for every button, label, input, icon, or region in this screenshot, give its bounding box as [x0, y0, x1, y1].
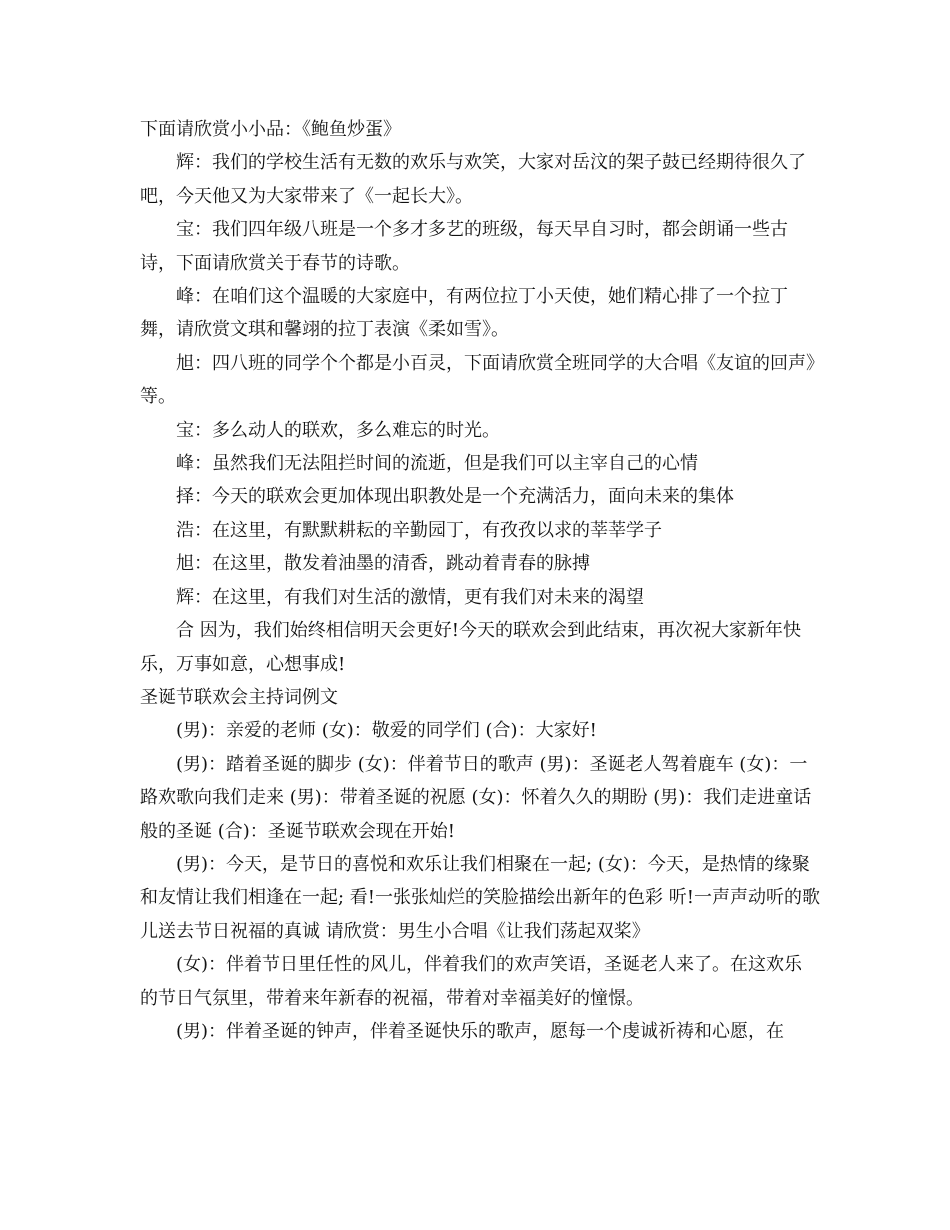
paragraph: 辉：在这里，有我们对生活的激情，更有我们对未来的渴望 — [176, 586, 644, 608]
paragraph: (女)：伴着节日里任性的风儿，伴着我们的欢声笑语，圣诞老人来了。在这欢乐的节日气氛里，带着来年新春的祝福，带着对幸福美好的憧憬。 — [140, 954, 803, 1009]
paragraph: (男)：踏着圣诞的脚步 (女)：伴着节日的歌声 (男)：圣诞老人驾着鹿车 (女)：一路欢歌向我们走来 (男)：带着圣诞的祝愿 (女)：怀着久久的期盼 (男)：我们走进童话般的圣诞 (合)：圣诞节联欢会现在开始! — [140, 753, 812, 842]
paragraph: (男)：亲爱的老师 (女)：敬爱的同学们 (合)：大家好! — [176, 720, 597, 742]
paragraph: 合 因为，我们始终相信明天会更好!今天的联欢会到此结束，再次祝大家新年快乐，万事如意，心想事成! — [140, 620, 801, 675]
paragraph: 浩：在这里，有默默耕耘的辛勤园丁，有孜孜以求的莘莘学子 — [176, 519, 662, 541]
paragraph: 辉：我们的学校生活有无数的欢乐与欢笑，大家对岳汶的架子鼓已经期待很久了吧，今天他又为大家带来了《一起长大》。 — [140, 152, 806, 207]
paragraph: 宝：多么动人的联欢，多么难忘的时光。 — [176, 419, 500, 441]
paragraph: 旭：在这里，散发着油墨的清香，跳动着青春的脉搏 — [176, 553, 590, 575]
paragraph: 峰：虽然我们无法阻拦时间的流逝，但是我们可以主宰自己的心情 — [176, 453, 698, 475]
paragraph: (男)：今天，是节日的喜悦和欢乐让我们相聚在一起; (女)：今天，是热情的缘聚和友情让我们相逢在一起; 看!一张张灿烂的笑脸描绘出新年的色彩 听!一声声动听的歌儿送去节日祝福的真诚 请欣赏：男生小合唱《让我们荡起双桨》 — [140, 853, 820, 942]
paragraph: 下面请欣赏小小品：《鲍鱼炒蛋》 — [140, 119, 401, 140]
paragraph: 峰：在咱们这个温暖的大家庭中，有两位拉丁小天使，她们精心排了一个拉丁舞，请欣赏文琪和馨翊的拉丁表演《柔如雪》。 — [140, 286, 788, 341]
document-body — [140, 113, 820, 1048]
paragraph: 宝：我们四年级八班是一个多才多艺的班级，每天早自习时，都会朗诵一些古诗，下面请欣赏关于春节的诗歌。 — [140, 219, 788, 274]
paragraph: 择：今天的联欢会更加体现出职教处是一个充满活力，面向未来的集体 — [176, 486, 734, 508]
section-heading: 圣诞节联欢会主持词例文 — [140, 686, 338, 708]
paragraph: (男)：伴着圣诞的钟声，伴着圣诞快乐的歌声，愿每一个虔诚祈祷和心愿，在 — [176, 1020, 785, 1042]
paragraph: 旭：四八班的同学个个都是小百灵，下面请欣赏全班同学的大合唱《友谊的回声》等。 — [140, 352, 815, 408]
